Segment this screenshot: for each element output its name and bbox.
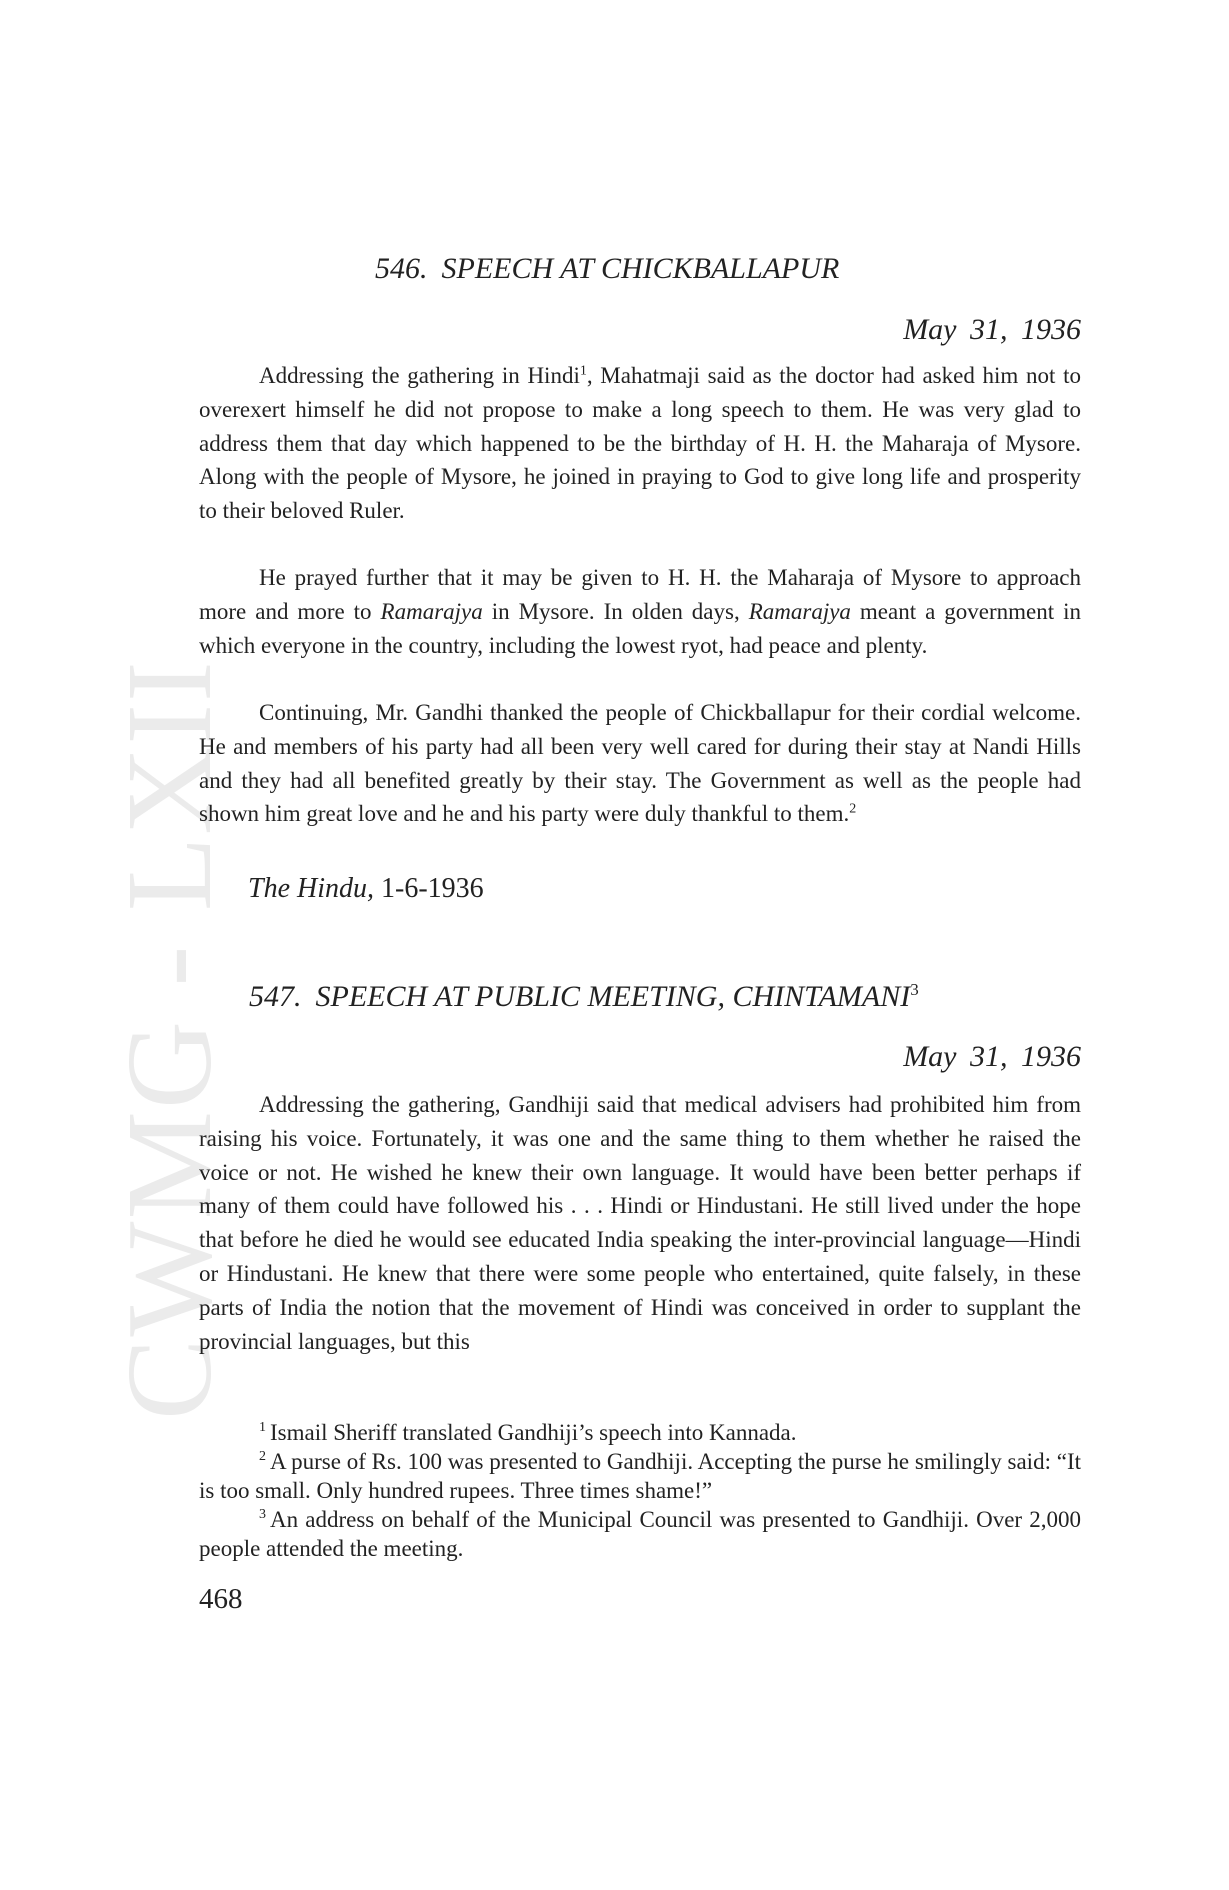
footnote-text: An address on behalf of the Municipal Council was presented to Gandhiji. Over 2,000 people attended the meeting.: [199, 1507, 1081, 1561]
footnote-ref-3: 3: [910, 980, 919, 999]
source-citation: [248, 873, 484, 905]
source-publication: The Hindu,: [248, 873, 374, 904]
italic-term: Ramarajya: [748, 598, 851, 624]
footnote-text: Ismail Sheriff translated Gandhiji’s speech into Kannada.: [270, 1420, 797, 1445]
footnote-3: [199, 1505, 1081, 1563]
section-546-number: 546.: [375, 252, 428, 285]
section-547-paragraph-1: [199, 1088, 1081, 1358]
paragraph-text: Addressing the gathering, Gandhiji said that medical advisers had prohibited him from raising his voice. Fortunately, it was one and the same thing to them whether he raised the voice or not. He wished he knew their own language. It would have been better perhaps if many of them could have followed his . . . Hindi or Hindustani. He still lived under the hope that before he died he would see educated India speaking the inter-provincial language—Hindi or Hindustani. He knew that there were some people who entertained, quite falsely, in these parts of India the notion that the movement of Hindi was conceived in order to supplant the provincial languages, but this: [199, 1092, 1081, 1354]
section-547-number: 547.: [249, 980, 302, 1013]
section-546-heading: [375, 252, 839, 286]
watermark-text: CWMG - LXII: [102, 659, 237, 1420]
section-547-date: May 31, 1936: [903, 1040, 1081, 1073]
section-546-date: May 31, 1936: [903, 313, 1081, 346]
page-number: 468: [199, 1583, 243, 1615]
footnote-ref-2: 2: [849, 801, 857, 817]
footnote-mark: 1: [259, 1420, 266, 1436]
footnote-text: A purse of Rs. 100 was presented to Gandhiji. Accepting the purse he smilingly said: “It is too small. Only hundred rupees. Three times shame!”: [199, 1449, 1081, 1503]
paragraph-text: He prayed further that it may be given to H. H. the Maharaja of Mysore to approach more and more to: [199, 565, 1081, 624]
footnotes: [199, 1418, 1081, 1563]
footnote-mark: 3: [259, 1507, 266, 1523]
paragraph-text: Addressing the gathering in Hindi: [259, 363, 580, 388]
paragraph-text: Continuing, Mr. Gandhi thanked the people of Chickballapur for their cordial welcome. He and members of his party had all been very well cared for during their stay at Nandi Hills and they had all benefited greatly by their stay. The Government as well as the people had shown him great love and he and his party were duly thankful to them.: [199, 700, 1081, 827]
italic-term: Ramarajya: [380, 598, 483, 624]
paragraph-text: , Mahatmaji said as the doctor had asked him not to overexert himself he did not propose to make a long speech to them. He was very glad to address them that day which happened to be the birthday of H. H. the Maharaja of Mysore. Along with the people of Mysore, he joined in praying to God to give long life and prosperity to their beloved Ruler.: [199, 363, 1081, 524]
footnote-2: [199, 1447, 1081, 1505]
section-546-paragraph-3: [199, 696, 1081, 831]
section-547-title: SPEECH AT PUBLIC MEETING, CHINTAMANI: [315, 980, 911, 1013]
footnote-1: [199, 1418, 1081, 1447]
footnote-mark: 2: [259, 1449, 266, 1465]
section-546-paragraph-2: [199, 561, 1081, 662]
section-546-title: SPEECH AT CHICKBALLAPUR: [441, 252, 840, 285]
paragraph-text: in Mysore. In olden days,: [482, 598, 749, 624]
footnote-ref-1: 1: [579, 363, 587, 379]
section-546-paragraph-1: [199, 359, 1081, 528]
paragraph-text: meant a government in which everyone in the country, including the lowest ryot, had peace and plenty.: [199, 598, 1081, 658]
section-547-heading: [249, 980, 919, 1014]
source-date: 1-6-1936: [381, 873, 484, 904]
